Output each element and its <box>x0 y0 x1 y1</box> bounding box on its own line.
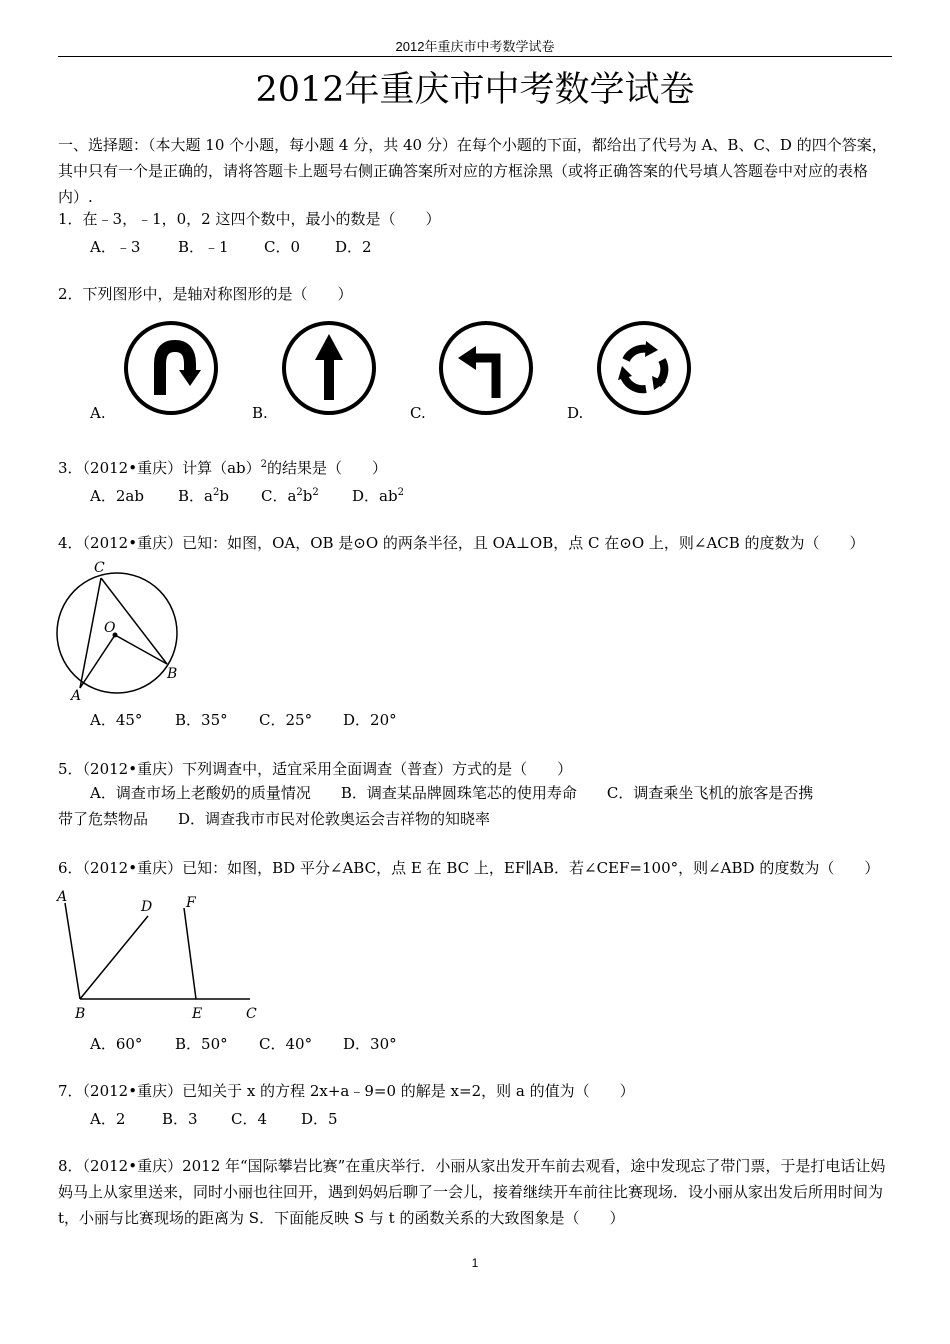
q6-angle-figure <box>55 885 275 1025</box>
q3-option-a: A．2ab <box>90 487 144 505</box>
q2-option-a: A. <box>90 404 106 422</box>
q4-label-b: B <box>167 666 178 682</box>
question-6-stem: 6．（2012•重庆）已知：如图，BD 平分∠ABC，点 E 在 BC 上，EF∥AB．若∠CEF=100°，则∠ABD 的度数为（ ） <box>58 859 880 877</box>
q4-option-a: A．45° <box>90 711 143 729</box>
q1-option-b: B．﹣1 <box>178 238 229 256</box>
q6-label-f: F <box>186 895 196 911</box>
section-instructions: 一、选择题：（本大题 10 个小题，每小题 4 分，共 40 分）在每个小题的下面，都给出了代号为 A、B、C、D 的四个答案，其中只有一个是正确的，请将答题卡上题号右侧正确答案所对应的方框涂黑（或将正确答案的代号填人答题卷中对应的表格内）. <box>58 136 887 206</box>
q7-option-d: D．5 <box>301 1110 338 1128</box>
question-4-stem: 4．（2012•重庆）已知：如图，OA，OB 是⊙O 的两条半径，且 OA⊥OB，点 C 在⊙O 上，则∠ACB 的度数为（ ） <box>58 534 865 552</box>
question-8-stem: 8．（2012•重庆）2012 年“国际攀岩比赛”在重庆举行．小丽从家出发开车前去观看，途中发现忘了带门票，于是打电话让妈妈马上从家里送来，同时小丽也往回开，遇到妈妈后聊了一会儿，接着继续开车前往比赛现场．设小丽从家出发后所用时间为 t，小丽与比赛现场的距离为 S．下面能反映 S 与 t 的函数关系的大致图象是（ ） <box>58 1157 886 1227</box>
q4-label-o: O <box>104 620 116 636</box>
q6-option-b: B．50° <box>175 1035 228 1053</box>
q7-option-a: A．2 <box>90 1110 126 1128</box>
q2-option-d: D. <box>567 404 584 422</box>
q6-label-a: A <box>57 889 68 905</box>
q3-option-b: B．$a^2b$ <box>178 487 229 505</box>
sign-d-roundabout-icon <box>596 320 692 416</box>
q5-options-line2: 带了危禁物品 D．调查我市市民对伦敦奥运会吉祥物的知晓率 <box>58 810 491 828</box>
q6-label-e: E <box>192 1006 203 1022</box>
q6-label-b: B <box>75 1006 86 1022</box>
page-title: 2012年重庆市中考数学试卷 <box>255 70 695 110</box>
q1-option-a: A．﹣3 <box>90 238 141 256</box>
question-1-stem: 1．在﹣3，﹣1，0，2 这四个数中，最小的数是（ ） <box>58 210 441 228</box>
q4-label-a: A <box>71 688 82 704</box>
q4-option-c: C．25° <box>259 711 313 729</box>
running-header: 2012年重庆市中考数学试卷 <box>395 39 555 54</box>
q6-option-c: C．40° <box>259 1035 313 1053</box>
question-7-stem: 7．（2012•重庆）已知关于 x 的方程 2x+a﹣9=0 的解是 x=2，则 a 的值为（ ） <box>58 1082 635 1100</box>
q7-option-c: C．4 <box>231 1110 268 1128</box>
sign-c-turn-left-icon <box>438 320 534 416</box>
sign-a-u-turn-icon <box>123 320 219 416</box>
question-2-stem: 2．下列图形中，是轴对称图形的是（ ） <box>58 285 353 303</box>
q2-option-b: B. <box>252 404 268 422</box>
sign-b-straight-arrow-icon <box>281 320 377 416</box>
q2-option-c: C. <box>410 404 426 422</box>
page-number: 1 <box>471 1256 479 1270</box>
q5-options-line1: A．调查市场上老酸奶的质量情况 B．调查某品牌圆珠笔芯的使用寿命 C．调查乘坐飞机的旅客是否携 <box>90 784 814 802</box>
q3-option-d: D．$ab^2$ <box>352 487 404 505</box>
q3-option-c: C．$a^2b^2$ <box>261 487 319 505</box>
question-5-stem: 5．（2012•重庆）下列调查中，适宜采用全面调查（普查）方式的是（ ） <box>58 760 573 778</box>
q1-option-d: D．2 <box>335 238 372 256</box>
header-rule <box>58 56 892 57</box>
q1-option-c: C．0 <box>264 238 301 256</box>
q6-label-c: C <box>246 1006 257 1022</box>
q4-option-d: D．20° <box>343 711 397 729</box>
q6-option-d: D．30° <box>343 1035 397 1053</box>
q7-option-b: B．3 <box>162 1110 198 1128</box>
question-3-stem: 3．（2012•重庆）计算（ab）$^2$的结果是（ ） <box>58 459 388 477</box>
q4-label-c: C <box>94 560 105 576</box>
q6-label-d: D <box>141 899 153 915</box>
q4-option-b: B．35° <box>175 711 228 729</box>
q6-option-a: A．60° <box>90 1035 143 1053</box>
q4-circle-figure <box>55 558 185 703</box>
